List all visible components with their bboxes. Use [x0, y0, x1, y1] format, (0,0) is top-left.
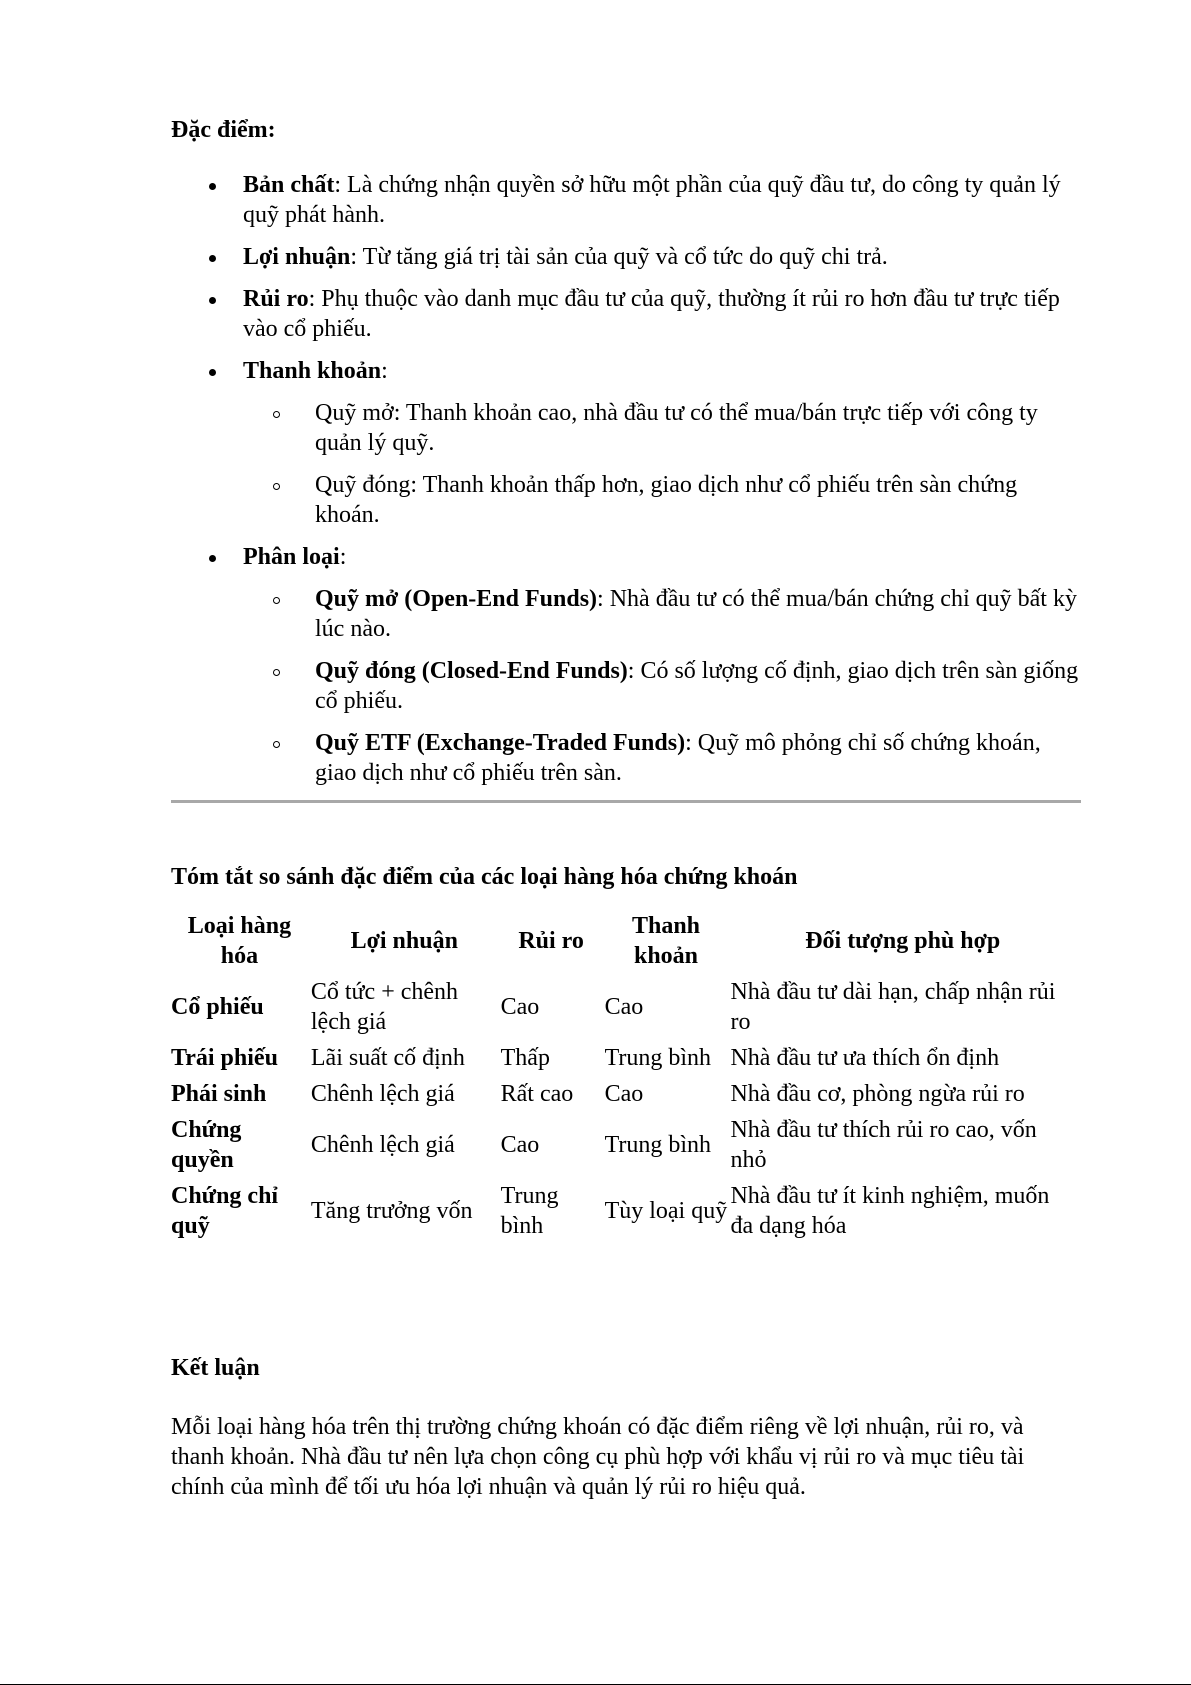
- table-cell: Trung bình: [604, 1045, 712, 1071]
- table-cell: Nhà đầu tư ưa thích ổn định: [730, 1045, 1000, 1071]
- table-cell: Trung bình: [500, 1183, 559, 1239]
- table-cell: Nhà đầu tư ít kinh nghiệm, muốn đa dạng hóa: [730, 1183, 1050, 1239]
- sub-list-item: Quỹ mở (Open-End Funds): Nhà đầu tư có thể mua/bán chứng chỉ quỹ bất kỳ lúc nào.: [243, 584, 1081, 644]
- sub-list-item: Quỹ đóng (Closed-End Funds): Có số lượng cố định, giao dịch trên sàn giống cổ phiếu.: [243, 656, 1081, 716]
- table-cell: Chênh lệch giá: [310, 1132, 455, 1158]
- table-header-row: [171, 911, 1075, 971]
- table-cell: Cao: [500, 1132, 540, 1158]
- bullet-label: Thanh khoản: [243, 358, 382, 384]
- comparison-table: [168, 905, 1078, 1247]
- sub-list-item: Quỹ đóng: Thanh khoản thấp hơn, giao dịch như cổ phiếu trên sàn chứng khoán.: [243, 470, 1081, 530]
- feature-list: [171, 170, 1081, 800]
- table-cell: Cổ tức + chênh lệch giá: [310, 979, 459, 1035]
- column-header: Thanh khoản: [631, 913, 701, 969]
- table-cell: Tùy loại quỹ: [604, 1198, 728, 1224]
- table-cell: Cổ phiếu: [171, 994, 264, 1020]
- conclusion-heading: Kết luận: [171, 1355, 260, 1381]
- table-cell: Chứng chỉ quỹ: [171, 1183, 279, 1239]
- table-cell: Trái phiếu: [171, 1045, 278, 1071]
- table-cell: Thấp: [500, 1045, 550, 1071]
- table-cell: Nhà đầu cơ, phòng ngừa rủi ro: [730, 1081, 1025, 1107]
- table-row: [171, 977, 1075, 1037]
- horizontal-rule: [171, 800, 1081, 803]
- list-item: Lợi nhuận: Từ tăng giá trị tài sản của quỹ và cổ tức do quỹ chi trả.: [171, 242, 1081, 272]
- table-cell: Chênh lệch giá: [310, 1081, 455, 1107]
- table-cell: Nhà đầu tư thích rủi ro cao, vốn nhỏ: [730, 1117, 1037, 1173]
- bullet-label: Bản chất: [243, 172, 335, 198]
- table-row: [171, 1043, 1075, 1073]
- table-row: [171, 1181, 1075, 1241]
- bullet-text: Phụ thuộc vào danh mục đầu tư của quỹ, thường ít rủi ro hơn đầu tư trực tiếp vào cổ phiếu.: [243, 286, 1060, 342]
- bullet-label: Rủi ro: [243, 286, 309, 312]
- table-cell: Phái sinh: [171, 1081, 267, 1107]
- table-cell: Lãi suất cố định: [310, 1045, 465, 1071]
- table-title: Tóm tắt so sánh đặc điểm của các loại hàng hóa chứng khoán: [171, 864, 798, 890]
- table-cell: Cao: [500, 994, 540, 1020]
- column-header: Rủi ro: [518, 928, 584, 954]
- table-cell: Cao: [604, 994, 644, 1020]
- list-item: Thanh khoản: Quỹ mở: Thanh khoản cao, nhà đầu tư có thể mua/bán trực tiếp với công ty quản lý quỹ. Quỹ đóng: Thanh khoản thấp hơn, giao dịch như cổ phiếu trên sàn chứng khoán.: [171, 356, 1081, 530]
- sub-list: [243, 584, 1081, 788]
- list-item: Bản chất: Là chứng nhận quyền sở hữu một phần của quỹ đầu tư, do công ty quản lý quỹ phát hành.: [171, 170, 1081, 230]
- table-cell: Rất cao: [500, 1081, 574, 1107]
- sub-list: [243, 398, 1081, 530]
- table-cell: Tăng trưởng vốn: [310, 1198, 473, 1224]
- bullet-text: Từ tăng giá trị tài sản của quỹ và cổ tức do quỹ chi trả.: [357, 244, 888, 270]
- column-header: Loại hàng hóa: [187, 913, 292, 969]
- bullet-label: Phân loại: [243, 544, 340, 570]
- list-item: Rủi ro: Phụ thuộc vào danh mục đầu tư của quỹ, thường ít rủi ro hơn đầu tư trực tiếp vào cổ phiếu.: [171, 284, 1081, 344]
- bullet-text: Là chứng nhận quyền sở hữu một phần của quỹ đầu tư, do công ty quản lý quỹ phát hành.: [243, 172, 1061, 228]
- table-row: [171, 1115, 1075, 1175]
- column-header: Đối tượng phù hợp: [805, 928, 1001, 954]
- list-item: Phân loại: Quỹ mở (Open-End Funds): Nhà đầu tư có thể mua/bán chứng chỉ quỹ bất kỳ lúc nào. Quỹ đóng (Closed-End Funds): Có số lượng cố định, giao dịch trên sàn giống cổ phiếu. Quỹ ETF (Exchange-Traded Funds): Quỹ mô phỏng chỉ số chứng khoán, giao dịch như cổ phiếu trên sàn.: [171, 542, 1081, 788]
- table-cell: Trung bình: [604, 1132, 712, 1158]
- sub-list-item: Quỹ mở: Thanh khoản cao, nhà đầu tư có thể mua/bán trực tiếp với công ty quản lý quỹ.: [243, 398, 1081, 458]
- section-heading: Đặc điểm:: [171, 117, 276, 143]
- sub-list-item: Quỹ ETF (Exchange-Traded Funds): Quỹ mô phỏng chỉ số chứng khoán, giao dịch như cổ phiếu trên sàn.: [243, 728, 1081, 788]
- table-cell: Chứng quyền: [171, 1117, 242, 1173]
- conclusion-paragraph: Mỗi loại hàng hóa trên thị trường chứng khoán có đặc điểm riêng về lợi nhuận, rủi ro, và thanh khoản. Nhà đầu tư nên lựa chọn công cụ phù hợp với khẩu vị rủi ro và mục tiêu tài chính của mình để tối ưu hóa lợi nhuận và quản lý rủi ro hiệu quả.: [171, 1414, 1025, 1500]
- table-cell: Nhà đầu tư dài hạn, chấp nhận rủi ro: [730, 979, 1056, 1035]
- bullet-label: Lợi nhuận: [243, 244, 351, 270]
- column-header: Lợi nhuận: [350, 928, 458, 954]
- table-cell: Cao: [604, 1081, 644, 1107]
- table-row: [171, 1079, 1075, 1109]
